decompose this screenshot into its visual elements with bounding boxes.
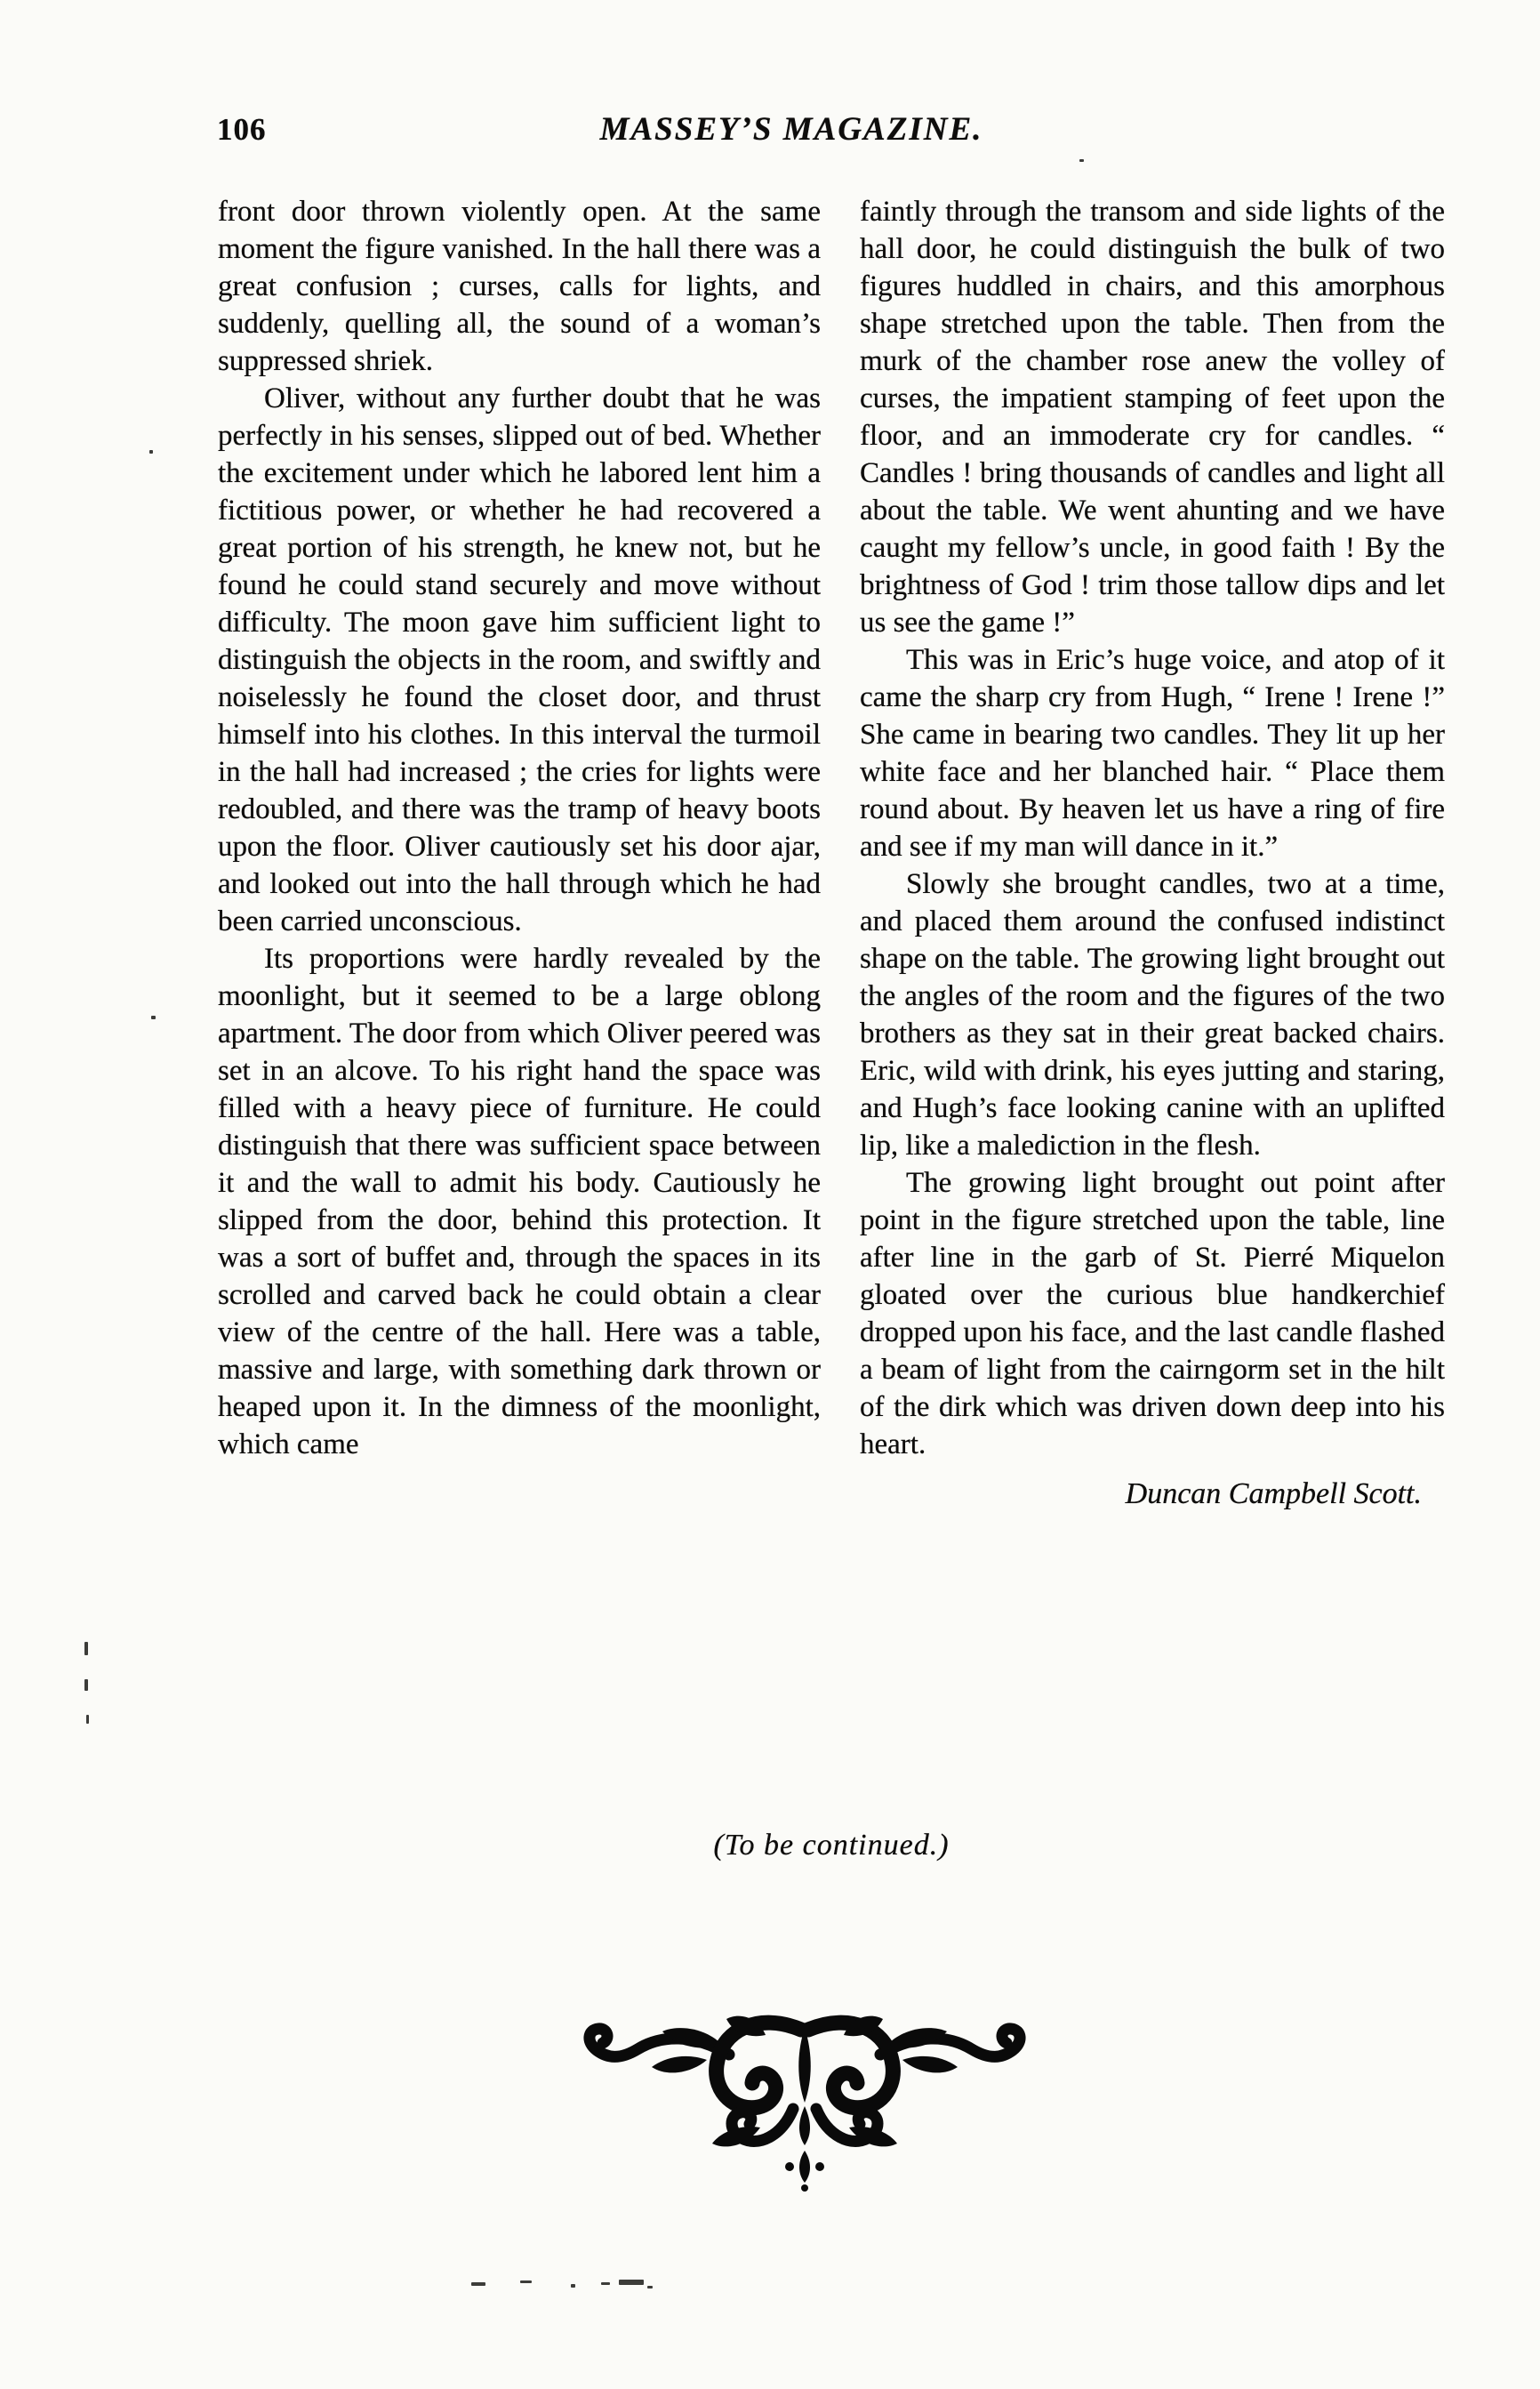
scan-dash <box>619 2280 644 2285</box>
scan-speck <box>149 450 153 454</box>
scan-dash <box>471 2282 485 2286</box>
paragraph: front door thrown violently open. At the same moment the figure vanished. In the hall there was a great confusion ; curses, calls for lights, and suddenly, quelling all, the sound of a woman’s suppressed shriek. <box>218 196 821 377</box>
scan-dash <box>520 2280 532 2283</box>
left-column <box>218 193 821 1463</box>
paragraph: Oliver, without any further doubt that he was perfectly in his senses, slipped out of bed. Whether the excitement under which he labored lent him a fictitious power, or whether he had recovered a great portion of his strength, he knew not, but he found he could stand securely and move without difficulty. The moon gave him sufficient light to distinguish the objects in the room, and swiftly and noiselessly he found the closet door, and thrust himself into his clothes. In this interval the turmoil in the hall had increased ; the cries for lights were redoubled, and there was the tramp of heavy boots upon the floor. Oliver cautiously set his door ajar, and looked out into the hall through which he had been carried unconscious. <box>218 382 821 937</box>
scan-speck <box>86 1715 89 1724</box>
scan-dash <box>571 2284 575 2288</box>
paragraph: Slowly she brought candles, two at a time, and placed them around the confused indistinct shape on the table. The growing light brought out the angles of the room and the figures of the two brothers as they sat in their great backed chairs. Eric, wild with drink, his eyes jutting and staring, and Hugh’s face looking canine with an uplifted lip, like a malediction in the flesh. <box>860 868 1445 1162</box>
scan-dash <box>647 2286 653 2288</box>
scan-speck <box>1079 159 1084 162</box>
running-title: MASSEY’S MAGAZINE. <box>599 111 983 148</box>
paragraph: faintly through the transom and side lights of the hall door, he could distinguish the bulk of two figures huddled in chairs, and this amorphous shape stretched upon the table. Then from the murk of the chamber rose anew the volley of curses, the impatient stamping of feet upon the floor, and an immoderate cry for candles. “ Candles ! bring thousands of candles and light all about the table. We went ahunting and we have caught my fellow’s uncle, in good faith ! By the brightness of God ! trim those tallow dips and let us see the game !” <box>860 196 1445 639</box>
author-signature: Duncan Campbell Scott. <box>1125 1477 1422 1510</box>
scan-speck <box>151 1016 156 1019</box>
scan-dash <box>601 2282 610 2285</box>
paragraph: This was in Eric’s huge voice, and atop of it came the sharp cry from Hugh, “ Irene ! Irene !” She came in bearing two candles. They lit up her white face and her blanched hair. “ Place them round about. By heaven let us have a ring of fire and see if my man will dance in it.” <box>860 644 1445 863</box>
scan-speck <box>84 1642 88 1655</box>
scan-speck <box>84 1679 88 1691</box>
tailpiece-ornament-icon <box>573 2001 1036 2192</box>
right-column <box>860 193 1445 1513</box>
paragraph: Its proportions were hardly revealed by the moonlight, but it seemed to be a large oblong apartment. The door from which Oliver peered was set in an alcove. To his right hand the space was filled with a heavy piece of furniture. He could distinguish that there was sufficient space between it and the wall to admit his body. Cautiously he slipped from the door, behind this protection. It was a sort of buffet and, through the spaces in its scrolled and carved back he could obtain a clear view of the centre of the hall. Here was a table, massive and large, with something dark thrown or heaped upon it. In the dimness of the moonlight, which came <box>218 943 821 1460</box>
page-number: 106 <box>217 112 267 147</box>
to-be-continued-note: (To be continued.) <box>713 1829 950 1862</box>
paragraph: The growing light brought out point after point in the figure stretched upon the table, line after line in the garb of St. Pierré Miquelon gloated over the curious blue handkerchief dropped upon his face, and the last candle flashed a beam of light from the cairngorm set in the hilt of the dirk which was driven down deep into his heart. <box>860 1167 1445 1460</box>
